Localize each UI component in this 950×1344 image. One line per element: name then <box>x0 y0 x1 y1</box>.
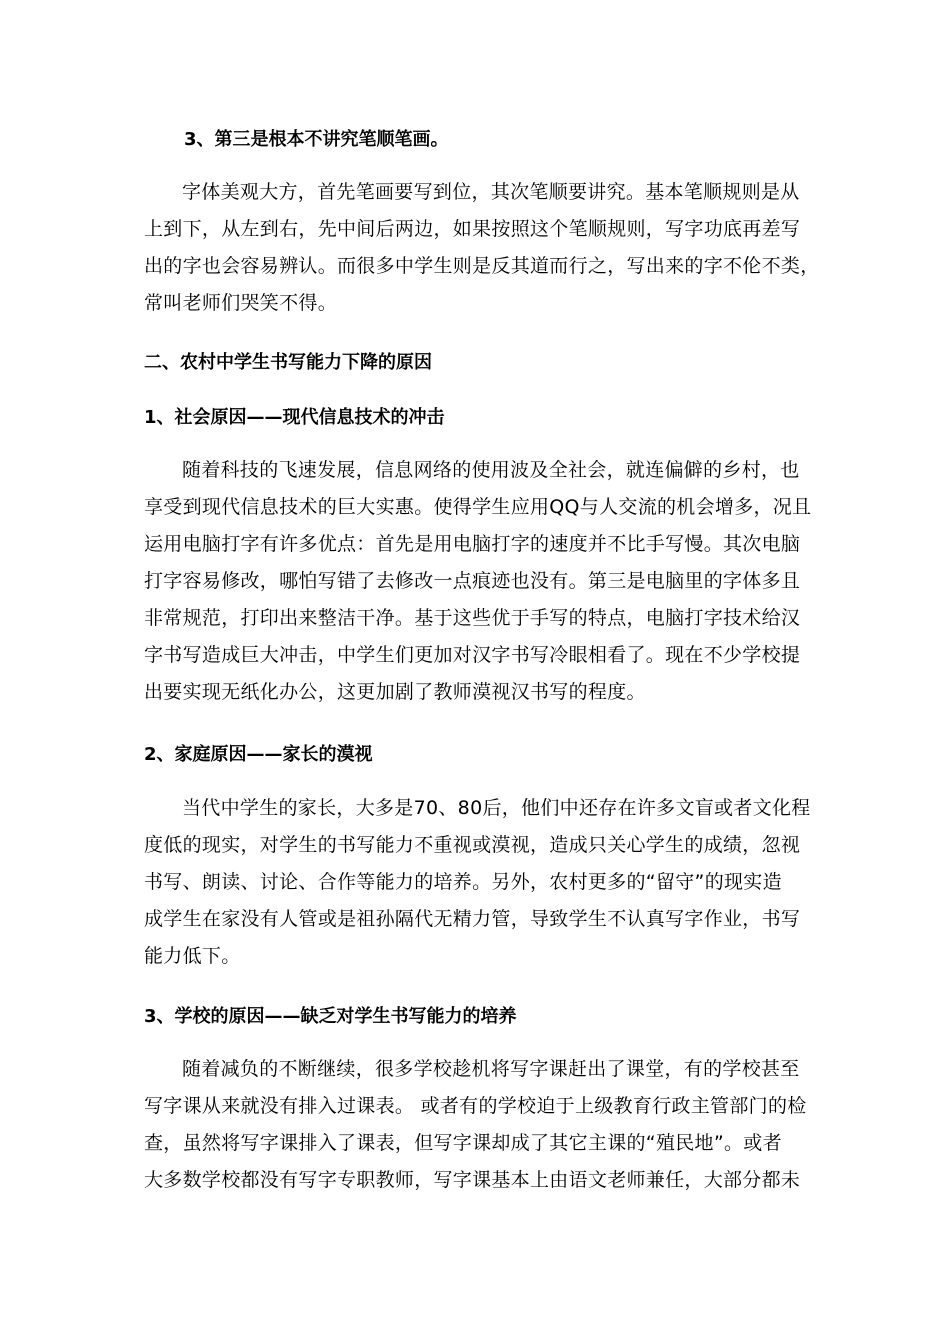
paragraph-line: 书写、朗读、讨论、合作等能力的培养。另外，农村更多的“留守”的现实造 <box>144 871 782 893</box>
paragraph-line: 随着科技的飞速发展，信息网络的使用波及全社会，就连偏僻的乡村，也 <box>182 459 800 481</box>
paragraph-school-reason <box>144 1051 814 1199</box>
heading-social-reason: 1、社会原因——现代信息技术的冲击 <box>144 407 445 428</box>
paragraph-line: 打字容易修改，哪怕写错了去修改一点痕迹也没有。第三是电脑里的字体多且 <box>144 570 801 592</box>
paragraph-line: 度低的现实，对学生的书写能力不重视或漠视，造成只关心学生的成绩，忽视 <box>144 834 801 856</box>
paragraph-line: 大多数学校都没有写字专职教师，写字课基本上由语文老师兼任，大部分都未 <box>144 1169 801 1191</box>
heading-stroke-order: 3、第三是根本不讲究笔顺笔画。 <box>184 129 449 150</box>
paragraph-line: 享受到现代信息技术的巨大实惠。使得学生应用QQ与人交流的机会增多，况且 <box>144 496 812 518</box>
paragraph-line: 出的字也会容易辨认。而很多中学生则是反其道而行之，写出来的字不伦不类， <box>144 255 820 277</box>
paragraph-line: 查，虽然将写字课排入了课表，但写字课却成了其它主课的“殖民地”。或者 <box>144 1132 782 1154</box>
paragraph-line: 出要实现无纸化办公，这更加剧了教师漠视汉书写的程度。 <box>144 681 646 703</box>
paragraph-line: 写字课从来就没有排入过课表。 或者有的学校迫于上级教育行政主管部门的检 <box>144 1095 807 1117</box>
paragraph-stroke-order <box>144 174 820 322</box>
paragraph-line: 当代中学生的家长，大多是70、80后，他们中还存在许多文盲或者文化程 <box>182 797 811 819</box>
heading-reasons: 二、农村中学生书写能力下降的原因 <box>144 352 432 373</box>
paragraph-line: 运用电脑打字有许多优点：首先是用电脑打字的速度并不比手写慢。其次电脑 <box>144 533 801 555</box>
paragraph-line: 字书写造成巨大冲击，中学生们更加对汉字书写冷眼相看了。现在不少学校提 <box>144 644 801 666</box>
paragraph-family-reason <box>144 790 814 975</box>
paragraph-line: 随着减负的不断继续，很多学校趁机将写字课赶出了课堂，有的学校甚至 <box>182 1058 800 1080</box>
paragraph-line: 上到下，从左到右，先中间后两边，如果按照这个笔顺规则，写字功底再差写 <box>144 218 801 240</box>
paragraph-social-reason <box>144 452 814 711</box>
paragraph-line: 成学生在家没有人管或是祖孙隔代无精力管，导致学生不认真写字作业，书写 <box>144 908 801 930</box>
paragraph-line: 字体美观大方，首先笔画要写到位，其次笔顺要讲究。基本笔顺规则是从 <box>182 181 800 203</box>
paragraph-line: 常叫老师们哭笑不得。 <box>144 292 338 314</box>
heading-school-reason: 3、学校的原因——缺乏对学生书写能力的培养 <box>144 1006 517 1027</box>
heading-family-reason: 2、家庭原因——家长的漠视 <box>144 744 373 765</box>
paragraph-line: 能力低下。 <box>144 945 241 967</box>
paragraph-line: 非常规范，打印出来整洁干净。基于这些优于手写的特点，电脑打字技术给汉 <box>144 607 801 629</box>
